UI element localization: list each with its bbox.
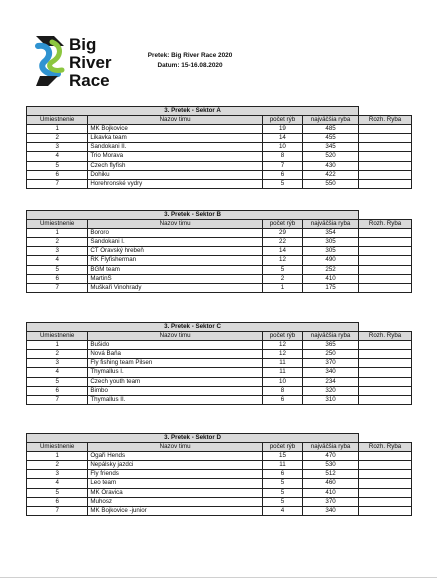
column-header-rozh: Rozh. Ryba bbox=[359, 332, 412, 341]
biggest-fish-cell: 550 bbox=[303, 179, 359, 188]
table-row bbox=[27, 238, 412, 247]
column-header-team: Nazov timu bbox=[88, 116, 263, 125]
table-row bbox=[27, 265, 412, 274]
column-header-count: počet rýb bbox=[262, 220, 302, 229]
results-table bbox=[26, 322, 412, 405]
rank-cell: 7 bbox=[27, 395, 88, 404]
results-table bbox=[26, 433, 412, 516]
table-row bbox=[27, 368, 412, 377]
rozh-cell bbox=[359, 125, 412, 134]
fish-count-cell: 15 bbox=[262, 452, 302, 461]
rozh-cell bbox=[359, 377, 412, 386]
fish-count-cell: 12 bbox=[262, 350, 302, 359]
title-row-spacer bbox=[359, 107, 412, 116]
rozh-cell bbox=[359, 497, 412, 506]
rozh-cell bbox=[359, 179, 412, 188]
logo-line-1: Big bbox=[69, 35, 97, 54]
column-header-count: počet rýb bbox=[262, 332, 302, 341]
fish-count-cell: 6 bbox=[262, 170, 302, 179]
rozh-cell bbox=[359, 283, 412, 292]
table-row bbox=[27, 274, 412, 283]
column-header-rank: Umiestnenie bbox=[27, 116, 88, 125]
team-cell: Horehronské vydry bbox=[88, 179, 263, 188]
rank-cell: 4 bbox=[27, 256, 88, 265]
rank-cell: 2 bbox=[27, 134, 88, 143]
fish-count-cell: 11 bbox=[262, 461, 302, 470]
biggest-fish-cell: 410 bbox=[303, 488, 359, 497]
rozh-cell bbox=[359, 479, 412, 488]
title-row-spacer bbox=[359, 323, 412, 332]
rank-cell: 1 bbox=[27, 452, 88, 461]
rozh-cell bbox=[359, 470, 412, 479]
team-cell: Muhosz bbox=[88, 497, 263, 506]
biggest-fish-cell: 430 bbox=[303, 161, 359, 170]
river-logo-icon bbox=[34, 32, 70, 90]
rozh-cell bbox=[359, 452, 412, 461]
biggest-fish-cell: 305 bbox=[303, 238, 359, 247]
column-header-biggest: najväčšia ryba bbox=[303, 443, 359, 452]
table-row bbox=[27, 470, 412, 479]
biggest-fish-cell: 175 bbox=[303, 283, 359, 292]
column-header-biggest: najväčšia ryba bbox=[303, 332, 359, 341]
table-row bbox=[27, 488, 412, 497]
biggest-fish-cell: 485 bbox=[303, 125, 359, 134]
results-table bbox=[26, 210, 412, 293]
event-date: Datum: 15-16.08.2020 bbox=[157, 62, 223, 69]
fish-count-cell: 14 bbox=[262, 247, 302, 256]
team-cell: Bimbo bbox=[88, 386, 263, 395]
rozh-cell bbox=[359, 238, 412, 247]
biggest-fish-cell: 365 bbox=[303, 341, 359, 350]
page-bottom-divider bbox=[0, 577, 437, 578]
column-header-rozh: Rozh. Ryba bbox=[359, 116, 412, 125]
rank-cell: 7 bbox=[27, 506, 88, 515]
fish-count-cell: 5 bbox=[262, 265, 302, 274]
rozh-cell bbox=[359, 134, 412, 143]
table-row bbox=[27, 229, 412, 238]
rozh-cell bbox=[359, 461, 412, 470]
biggest-fish-cell: 310 bbox=[303, 395, 359, 404]
rank-cell: 1 bbox=[27, 229, 88, 238]
column-header-row bbox=[27, 220, 412, 229]
biggest-fish-cell: 305 bbox=[303, 247, 359, 256]
fish-count-cell: 5 bbox=[262, 497, 302, 506]
team-cell: BGM team bbox=[88, 265, 263, 274]
table-row bbox=[27, 247, 412, 256]
rozh-cell bbox=[359, 229, 412, 238]
column-header-team: Nazov timu bbox=[88, 443, 263, 452]
team-cell: RK Flyfisherman bbox=[88, 256, 263, 265]
biggest-fish-cell: 340 bbox=[303, 368, 359, 377]
biggest-fish-cell: 422 bbox=[303, 170, 359, 179]
column-header-rozh: Rozh. Ryba bbox=[359, 220, 412, 229]
table-row bbox=[27, 143, 412, 152]
sector-d-table bbox=[26, 433, 412, 516]
biggest-fish-cell: 370 bbox=[303, 497, 359, 506]
sector-title: 3. Pretek - Sektor A bbox=[27, 107, 359, 116]
team-cell: Likavka team bbox=[88, 134, 263, 143]
rank-cell: 5 bbox=[27, 265, 88, 274]
table-row bbox=[27, 283, 412, 292]
column-header-team: Nazov timu bbox=[88, 332, 263, 341]
table-row bbox=[27, 256, 412, 265]
fish-count-cell: 11 bbox=[262, 359, 302, 368]
column-header-row bbox=[27, 332, 412, 341]
team-cell: Bušido bbox=[88, 341, 263, 350]
fish-count-cell: 22 bbox=[262, 238, 302, 247]
rank-cell: 3 bbox=[27, 247, 88, 256]
team-cell: MartinS bbox=[88, 274, 263, 283]
team-cell: Fly friends bbox=[88, 470, 263, 479]
rank-cell: 3 bbox=[27, 470, 88, 479]
column-header-rank: Umiestnenie bbox=[27, 443, 88, 452]
sector-a-table bbox=[26, 106, 412, 189]
biggest-fish-cell: 354 bbox=[303, 229, 359, 238]
biggest-fish-cell: 520 bbox=[303, 152, 359, 161]
rozh-cell bbox=[359, 143, 412, 152]
fish-count-cell: 8 bbox=[262, 152, 302, 161]
table-row bbox=[27, 161, 412, 170]
rank-cell: 4 bbox=[27, 152, 88, 161]
biggest-fish-cell: 470 bbox=[303, 452, 359, 461]
team-cell: Ogaři Hends bbox=[88, 452, 263, 461]
biggest-fish-cell: 340 bbox=[303, 506, 359, 515]
rank-cell: 3 bbox=[27, 143, 88, 152]
column-header-team: Nazov timu bbox=[88, 220, 263, 229]
results-table bbox=[26, 106, 412, 189]
team-cell: Czech flyfish bbox=[88, 161, 263, 170]
fish-count-cell: 6 bbox=[262, 395, 302, 404]
table-row bbox=[27, 377, 412, 386]
fish-count-cell: 7 bbox=[262, 161, 302, 170]
fish-count-cell: 10 bbox=[262, 377, 302, 386]
sector-c-table bbox=[26, 322, 412, 405]
rozh-cell bbox=[359, 274, 412, 283]
team-cell: MK Oravica bbox=[88, 488, 263, 497]
column-header-row bbox=[27, 443, 412, 452]
fish-count-cell: 29 bbox=[262, 229, 302, 238]
column-header-count: počet rýb bbox=[262, 116, 302, 125]
title-row-spacer bbox=[359, 211, 412, 220]
table-row bbox=[27, 452, 412, 461]
column-header-rank: Umiestnenie bbox=[27, 332, 88, 341]
fish-count-cell: 11 bbox=[262, 368, 302, 377]
team-cell: Sandokani I. bbox=[88, 238, 263, 247]
column-header-biggest: najväčšia ryba bbox=[303, 116, 359, 125]
rank-cell: 5 bbox=[27, 161, 88, 170]
rank-cell: 7 bbox=[27, 179, 88, 188]
rank-cell: 4 bbox=[27, 368, 88, 377]
column-header-rozh: Rozh. Ryba bbox=[359, 443, 412, 452]
column-header-row bbox=[27, 116, 412, 125]
biggest-fish-cell: 512 bbox=[303, 470, 359, 479]
document-header bbox=[140, 51, 240, 71]
column-header-rank: Umiestnenie bbox=[27, 220, 88, 229]
logo-wordmark bbox=[69, 36, 112, 90]
table-row bbox=[27, 359, 412, 368]
team-cell: Muškaři Vinohrady bbox=[88, 283, 263, 292]
team-cell: CT Oravský hrebeň bbox=[88, 247, 263, 256]
team-cell: Fly fishing team Pilsen bbox=[88, 359, 263, 368]
table-row bbox=[27, 386, 412, 395]
fish-count-cell: 2 bbox=[262, 274, 302, 283]
rozh-cell bbox=[359, 488, 412, 497]
table-row bbox=[27, 170, 412, 179]
fish-count-cell: 4 bbox=[262, 506, 302, 515]
rank-cell: 2 bbox=[27, 461, 88, 470]
rozh-cell bbox=[359, 170, 412, 179]
rozh-cell bbox=[359, 359, 412, 368]
team-cell: MK Bojkovice -junior bbox=[88, 506, 263, 515]
sector-title: 3. Pretek - Sektor B bbox=[27, 211, 359, 220]
title-row-spacer bbox=[359, 434, 412, 443]
fish-count-cell: 12 bbox=[262, 256, 302, 265]
biggest-fish-cell: 530 bbox=[303, 461, 359, 470]
rank-cell: 6 bbox=[27, 170, 88, 179]
team-cell: Leo team bbox=[88, 479, 263, 488]
rozh-cell bbox=[359, 247, 412, 256]
fish-count-cell: 6 bbox=[262, 470, 302, 479]
rozh-cell bbox=[359, 161, 412, 170]
table-row bbox=[27, 350, 412, 359]
rozh-cell bbox=[359, 341, 412, 350]
rank-cell: 2 bbox=[27, 350, 88, 359]
sector-title: 3. Pretek - Sektor C bbox=[27, 323, 359, 332]
team-cell: Bororo bbox=[88, 229, 263, 238]
table-row bbox=[27, 125, 412, 134]
team-cell: Thymallus II. bbox=[88, 395, 263, 404]
rank-cell: 6 bbox=[27, 497, 88, 506]
table-row bbox=[27, 341, 412, 350]
table-row bbox=[27, 179, 412, 188]
team-cell: Nová Baňa bbox=[88, 350, 263, 359]
sector-title: 3. Pretek - Sektor D bbox=[27, 434, 359, 443]
biggest-fish-cell: 370 bbox=[303, 359, 359, 368]
rank-cell: 5 bbox=[27, 377, 88, 386]
rozh-cell bbox=[359, 152, 412, 161]
table-row bbox=[27, 461, 412, 470]
rank-cell: 5 bbox=[27, 488, 88, 497]
table-row bbox=[27, 152, 412, 161]
rozh-cell bbox=[359, 386, 412, 395]
biggest-fish-cell: 250 bbox=[303, 350, 359, 359]
team-cell: Thymallus I. bbox=[88, 368, 263, 377]
biggest-fish-cell: 410 bbox=[303, 274, 359, 283]
rank-cell: 6 bbox=[27, 274, 88, 283]
rozh-cell bbox=[359, 395, 412, 404]
rank-cell: 1 bbox=[27, 125, 88, 134]
event-name: Pretek: Big River Race 2020 bbox=[147, 52, 233, 59]
column-header-biggest: najväčšia ryba bbox=[303, 220, 359, 229]
team-cell: Nepálsky jazdci bbox=[88, 461, 263, 470]
team-cell: Dohiku bbox=[88, 170, 263, 179]
logo-line-2: River bbox=[69, 53, 112, 72]
fish-count-cell: 12 bbox=[262, 341, 302, 350]
fish-count-cell: 5 bbox=[262, 488, 302, 497]
table-row bbox=[27, 134, 412, 143]
fish-count-cell: 14 bbox=[262, 134, 302, 143]
fish-count-cell: 10 bbox=[262, 143, 302, 152]
rank-cell: 7 bbox=[27, 283, 88, 292]
fish-count-cell: 19 bbox=[262, 125, 302, 134]
biggest-fish-cell: 345 bbox=[303, 143, 359, 152]
rozh-cell bbox=[359, 350, 412, 359]
biggest-fish-cell: 455 bbox=[303, 134, 359, 143]
rank-cell: 2 bbox=[27, 238, 88, 247]
fish-count-cell: 8 bbox=[262, 386, 302, 395]
table-row bbox=[27, 479, 412, 488]
biggest-fish-cell: 490 bbox=[303, 256, 359, 265]
fish-count-cell: 5 bbox=[262, 479, 302, 488]
table-row bbox=[27, 506, 412, 515]
fish-count-cell: 5 bbox=[262, 179, 302, 188]
rozh-cell bbox=[359, 506, 412, 515]
logo-line-3: Race bbox=[69, 71, 110, 90]
biggest-fish-cell: 234 bbox=[303, 377, 359, 386]
biggest-fish-cell: 252 bbox=[303, 265, 359, 274]
table-row bbox=[27, 395, 412, 404]
biggest-fish-cell: 460 bbox=[303, 479, 359, 488]
rank-cell: 6 bbox=[27, 386, 88, 395]
rank-cell: 1 bbox=[27, 341, 88, 350]
rozh-cell bbox=[359, 256, 412, 265]
team-cell: Sandokani II. bbox=[88, 143, 263, 152]
fish-count-cell: 1 bbox=[262, 283, 302, 292]
rozh-cell bbox=[359, 265, 412, 274]
rank-cell: 3 bbox=[27, 359, 88, 368]
team-cell: Trio Morava bbox=[88, 152, 263, 161]
sector-b-table bbox=[26, 210, 412, 293]
rank-cell: 4 bbox=[27, 479, 88, 488]
team-cell: Czech youth team bbox=[88, 377, 263, 386]
rozh-cell bbox=[359, 368, 412, 377]
table-row bbox=[27, 497, 412, 506]
column-header-count: počet rýb bbox=[262, 443, 302, 452]
team-cell: MK Bojkovice bbox=[88, 125, 263, 134]
biggest-fish-cell: 320 bbox=[303, 386, 359, 395]
